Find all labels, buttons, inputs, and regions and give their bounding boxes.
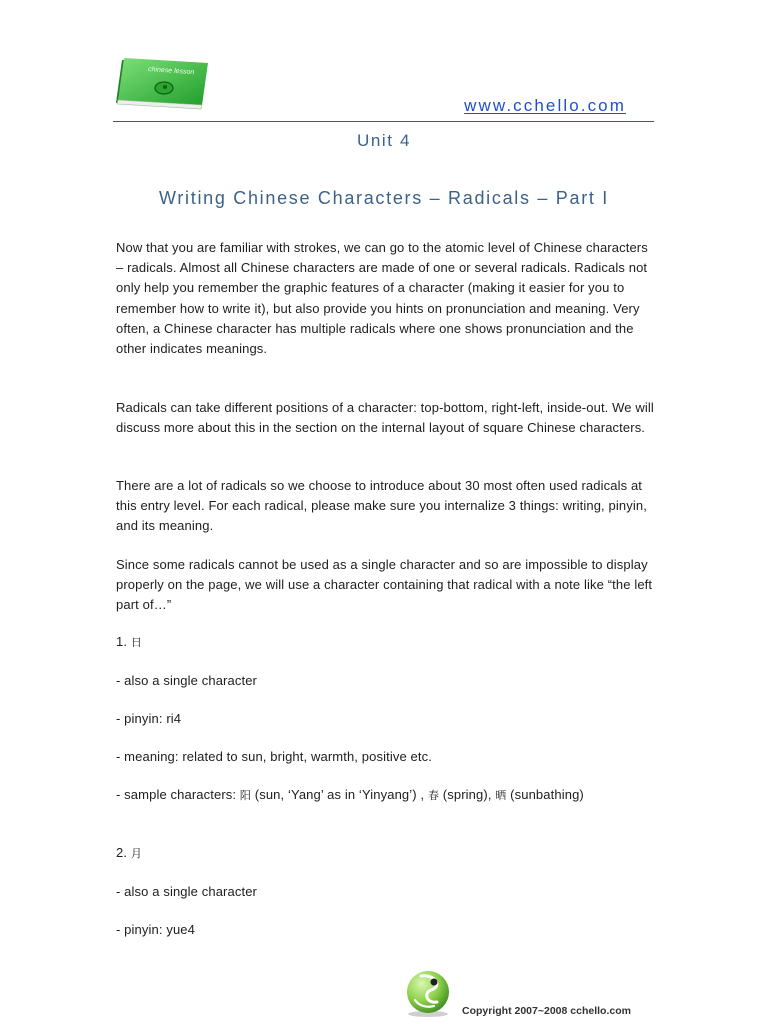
unit-title: Unit 4 xyxy=(356,131,411,150)
intro-paragraph: Now that you are familiar with strokes, we can go to the atomic level of Chinese characters – radicals. Almost all Chinese characters are made of one or several radicals. Radicals not only help you remember the graphic features of a character (making it easier for you to remember how to write it), but also provide you hints on pronunciation and meaning. Very often, a Chinese character has multiple radicals where one shows pronunciation and the other indicates meanings. xyxy=(116,240,648,357)
sample-character-1: 阳 xyxy=(239,789,252,802)
radical-count-paragraph: There are a lot of radicals so we choose to introduce about 30 most often used radicals at this entry level. For each radical, please make sure you internalize 3 things: writing, pinyin, and its meaning. xyxy=(116,478,647,534)
sample-meaning-2: (spring), xyxy=(442,787,492,802)
radical-2-character: 月 xyxy=(130,847,142,860)
radical-2-pinyin: - pinyin: yue4 xyxy=(116,922,196,937)
sample-meaning-1: (sun, ‘Yang’ as in ‘Yinyang’) , xyxy=(254,787,425,802)
display-note-paragraph: Since some radicals cannot be used as a single character and so are impossible to display properly on the page, we will use a character containing that radical with a note like “the left part of…” xyxy=(116,557,653,613)
logo-text: chinese lesson xyxy=(147,66,195,77)
radical-2-heading xyxy=(116,843,656,864)
radical-1-heading xyxy=(116,632,656,653)
sample-meaning-3: (sunbathing) xyxy=(510,787,584,802)
radical-1-samples xyxy=(116,785,656,806)
radical-1-number: 1. xyxy=(116,634,128,649)
site-link[interactable]: www.cchello.com xyxy=(464,96,626,115)
radical-1-pinyin: - pinyin: ri4 xyxy=(116,711,182,726)
header-divider xyxy=(113,121,654,122)
radical-1-single-note: - also a single character xyxy=(116,673,258,688)
lesson-title: Writing Chinese Characters – Radicals – Part I xyxy=(158,188,610,208)
radical-1-meaning: - meaning: related to sun, bright, warmth, positive etc. xyxy=(116,749,432,764)
radical-2-single-note: - also a single character xyxy=(116,884,258,899)
copyright-notice: Copyright 2007~2008 cchello.com xyxy=(462,1005,631,1017)
samples-prefix: - sample characters: xyxy=(116,787,237,802)
sample-character-3: 晒 xyxy=(495,789,507,802)
cchello-globe-logo xyxy=(401,966,457,1018)
radical-2-number: 2. xyxy=(116,845,128,860)
chinese-lesson-book-logo xyxy=(114,56,212,112)
positions-paragraph: Radicals can take different positions of a character: top-bottom, right-left, inside-out. We will discuss more about this in the section on the internal layout of square Chinese characters. xyxy=(116,400,654,436)
radical-1-character: 日 xyxy=(130,636,142,649)
sample-character-2: 春 xyxy=(427,789,440,802)
